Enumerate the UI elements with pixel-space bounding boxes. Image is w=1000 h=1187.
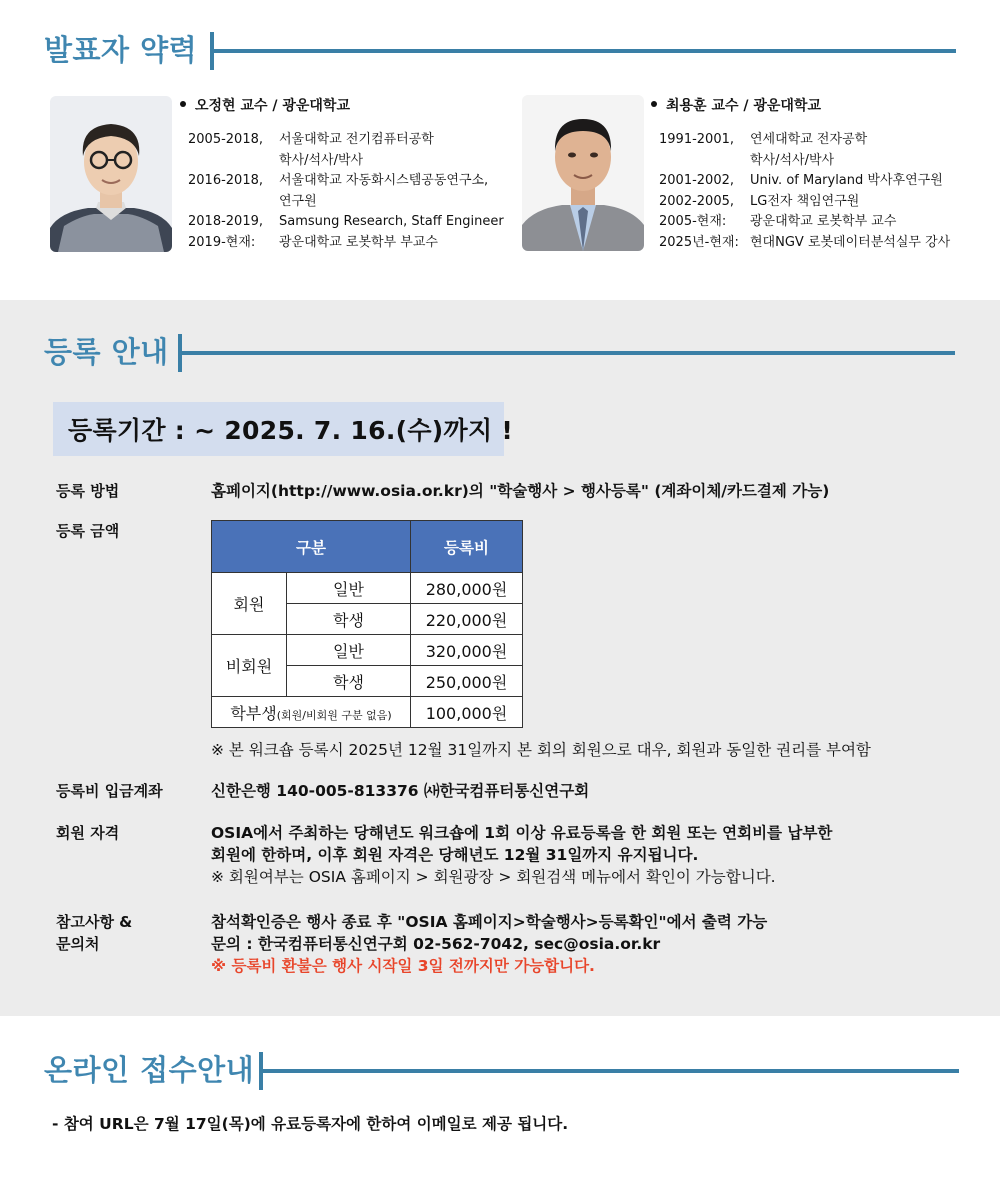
career-desc: LG전자 책임연구원 — [750, 193, 860, 209]
refund-warning: ※ 등록비 환불은 행사 시작일 3일 전까지만 가능합니다. — [211, 957, 595, 975]
presenter-photo-2 — [522, 95, 644, 251]
student-cell: 학생 — [287, 666, 411, 697]
career-years: 2005-2018, — [188, 132, 263, 147]
presenter-career-2 — [659, 130, 950, 253]
undergrad-cell — [212, 697, 411, 728]
method-value: 홈페이지(http://www.osia.or.kr)의 "학술행사 > 행사등록" (계좌이체/카드결제 가능) — [211, 482, 830, 500]
fee-cell: 100,000원 — [411, 697, 523, 728]
fee-cell: 250,000원 — [411, 666, 523, 697]
title-line — [182, 351, 955, 355]
membership-line-3: ※ 회원여부는 OSIA 홈페이지 > 회원광장 > 회원검색 메뉴에서 확인이 가능합니다. — [211, 868, 776, 886]
title-line — [214, 49, 956, 53]
reference-label-2: 문의처 — [56, 935, 100, 953]
presenter-name-text: 오정현 교수 / 광운대학교 — [195, 98, 350, 114]
table-row — [212, 697, 523, 728]
career-row — [188, 171, 504, 192]
career-row — [659, 233, 950, 254]
career-row — [188, 130, 504, 151]
career-years: 2002-2005, — [659, 193, 734, 209]
table-row — [212, 635, 523, 666]
career-desc: 학사/석사/박사 — [279, 152, 364, 168]
nonmember-cell: 비회원 — [212, 635, 287, 697]
account-label: 등록비 입금계좌 — [56, 782, 163, 800]
career-desc: 현대NGV 로봇데이터분석실무 강사 — [750, 234, 951, 250]
fee-label: 등록 금액 — [56, 522, 120, 540]
general-cell: 일반 — [287, 635, 411, 666]
online-section-header — [0, 1050, 1000, 1094]
career-row — [188, 233, 504, 254]
reference-line-1: 참석확인증은 행사 종료 후 "OSIA 홈페이지>학술행사>등록확인"에서 출력 가능 — [211, 913, 768, 931]
career-years: 1991-2001, — [659, 132, 734, 147]
career-desc: 연세대학교 전자공학 — [750, 132, 868, 147]
presenter-name-text: 최용훈 교수 / 광운대학교 — [666, 98, 821, 114]
fee-table — [211, 520, 523, 728]
header-fee: 등록비 — [411, 521, 523, 573]
online-notice: - 참여 URL은 7월 17일(목)에 유료등록자에 한하여 이메일로 제공 됩니다. — [52, 1115, 569, 1133]
presenter-name-1 — [180, 95, 350, 115]
career-row — [188, 151, 504, 172]
career-years: 2019-현재: — [188, 234, 256, 250]
reference-line-2: 문의 : 한국컴퓨터통신연구회 02-562-7042, sec@osia.or.kr — [211, 935, 661, 953]
career-row — [188, 212, 504, 233]
registration-period-box — [53, 402, 514, 456]
career-years: 2016-2018, — [188, 173, 263, 188]
membership-line-2: 회원에 한하며, 이후 회원 자격은 당해년도 12월 31일까지 유지됩니다. — [211, 846, 699, 864]
career-row — [659, 130, 950, 151]
section-title: 온라인 접수안내 — [44, 1053, 255, 1087]
section-title: 등록 안내 — [44, 335, 169, 369]
career-desc: 학사/석사/박사 — [750, 152, 835, 168]
presenters-section-header — [0, 30, 1000, 74]
career-row — [659, 212, 950, 233]
membership-line-1: OSIA에서 주최하는 당해년도 워크숍에 1회 이상 유료등록을 한 회원 또는 연회비를 납부한 — [211, 824, 833, 842]
general-cell: 일반 — [287, 573, 411, 604]
career-desc: 광운대학교 로봇학부 교수 — [750, 214, 897, 229]
student-cell: 학생 — [287, 604, 411, 635]
fee-note: ※ 본 워크숍 등록시 2025년 12월 31일까지 본 회의 회원으로 대우, 회원과 동일한 권리를 부여함 — [211, 741, 871, 759]
career-desc: 광운대학교 로봇학부 부교수 — [279, 234, 438, 250]
career-row — [659, 151, 950, 172]
method-label: 등록 방법 — [56, 482, 120, 500]
presenter-career-1 — [188, 130, 504, 253]
member-cell: 회원 — [212, 573, 287, 635]
career-row — [659, 171, 950, 192]
career-years: 2001-2002, — [659, 173, 734, 188]
registration-period: 등록기간 : ~ 2025. 7. 16.(수)까지 ! — [68, 416, 514, 445]
table-header-row — [212, 521, 523, 573]
section-title: 발표자 약력 — [44, 33, 198, 67]
table-row — [212, 573, 523, 604]
undergrad-label: 학부생 — [230, 703, 277, 723]
fee-cell: 320,000원 — [411, 635, 523, 666]
bullet-icon — [651, 101, 657, 107]
registration-section-header — [0, 332, 1000, 376]
bullet-icon — [180, 101, 186, 107]
career-desc: Samsung Research, Staff Engineer — [279, 214, 504, 229]
career-years: 2005-현재: — [659, 214, 727, 229]
career-row — [659, 192, 950, 213]
presenter-photo-1 — [50, 96, 172, 252]
career-desc: 연구원 — [279, 193, 317, 209]
account-value: 신한은행 140-005-813376 ㈔한국컴퓨터통신연구회 — [211, 782, 590, 800]
reference-label-1: 참고사항 & — [56, 913, 133, 931]
career-desc: 서울대학교 자동화시스템공동연구소, — [279, 173, 489, 188]
career-row — [188, 192, 504, 213]
fee-cell: 220,000원 — [411, 604, 523, 635]
career-desc: Univ. of Maryland 박사후연구원 — [750, 173, 943, 188]
career-years: 2018-2019, — [188, 214, 263, 229]
membership-label: 회원 자격 — [56, 824, 120, 842]
fee-cell: 280,000원 — [411, 573, 523, 604]
title-line — [263, 1069, 959, 1073]
undergrad-note: (회원/비회원 구분 없음) — [276, 708, 392, 722]
career-desc: 서울대학교 전기컴퓨터공학 — [279, 132, 434, 147]
career-years: 2025년-현재: — [659, 234, 739, 250]
presenter-name-2 — [651, 95, 821, 115]
header-type: 구분 — [212, 521, 411, 573]
